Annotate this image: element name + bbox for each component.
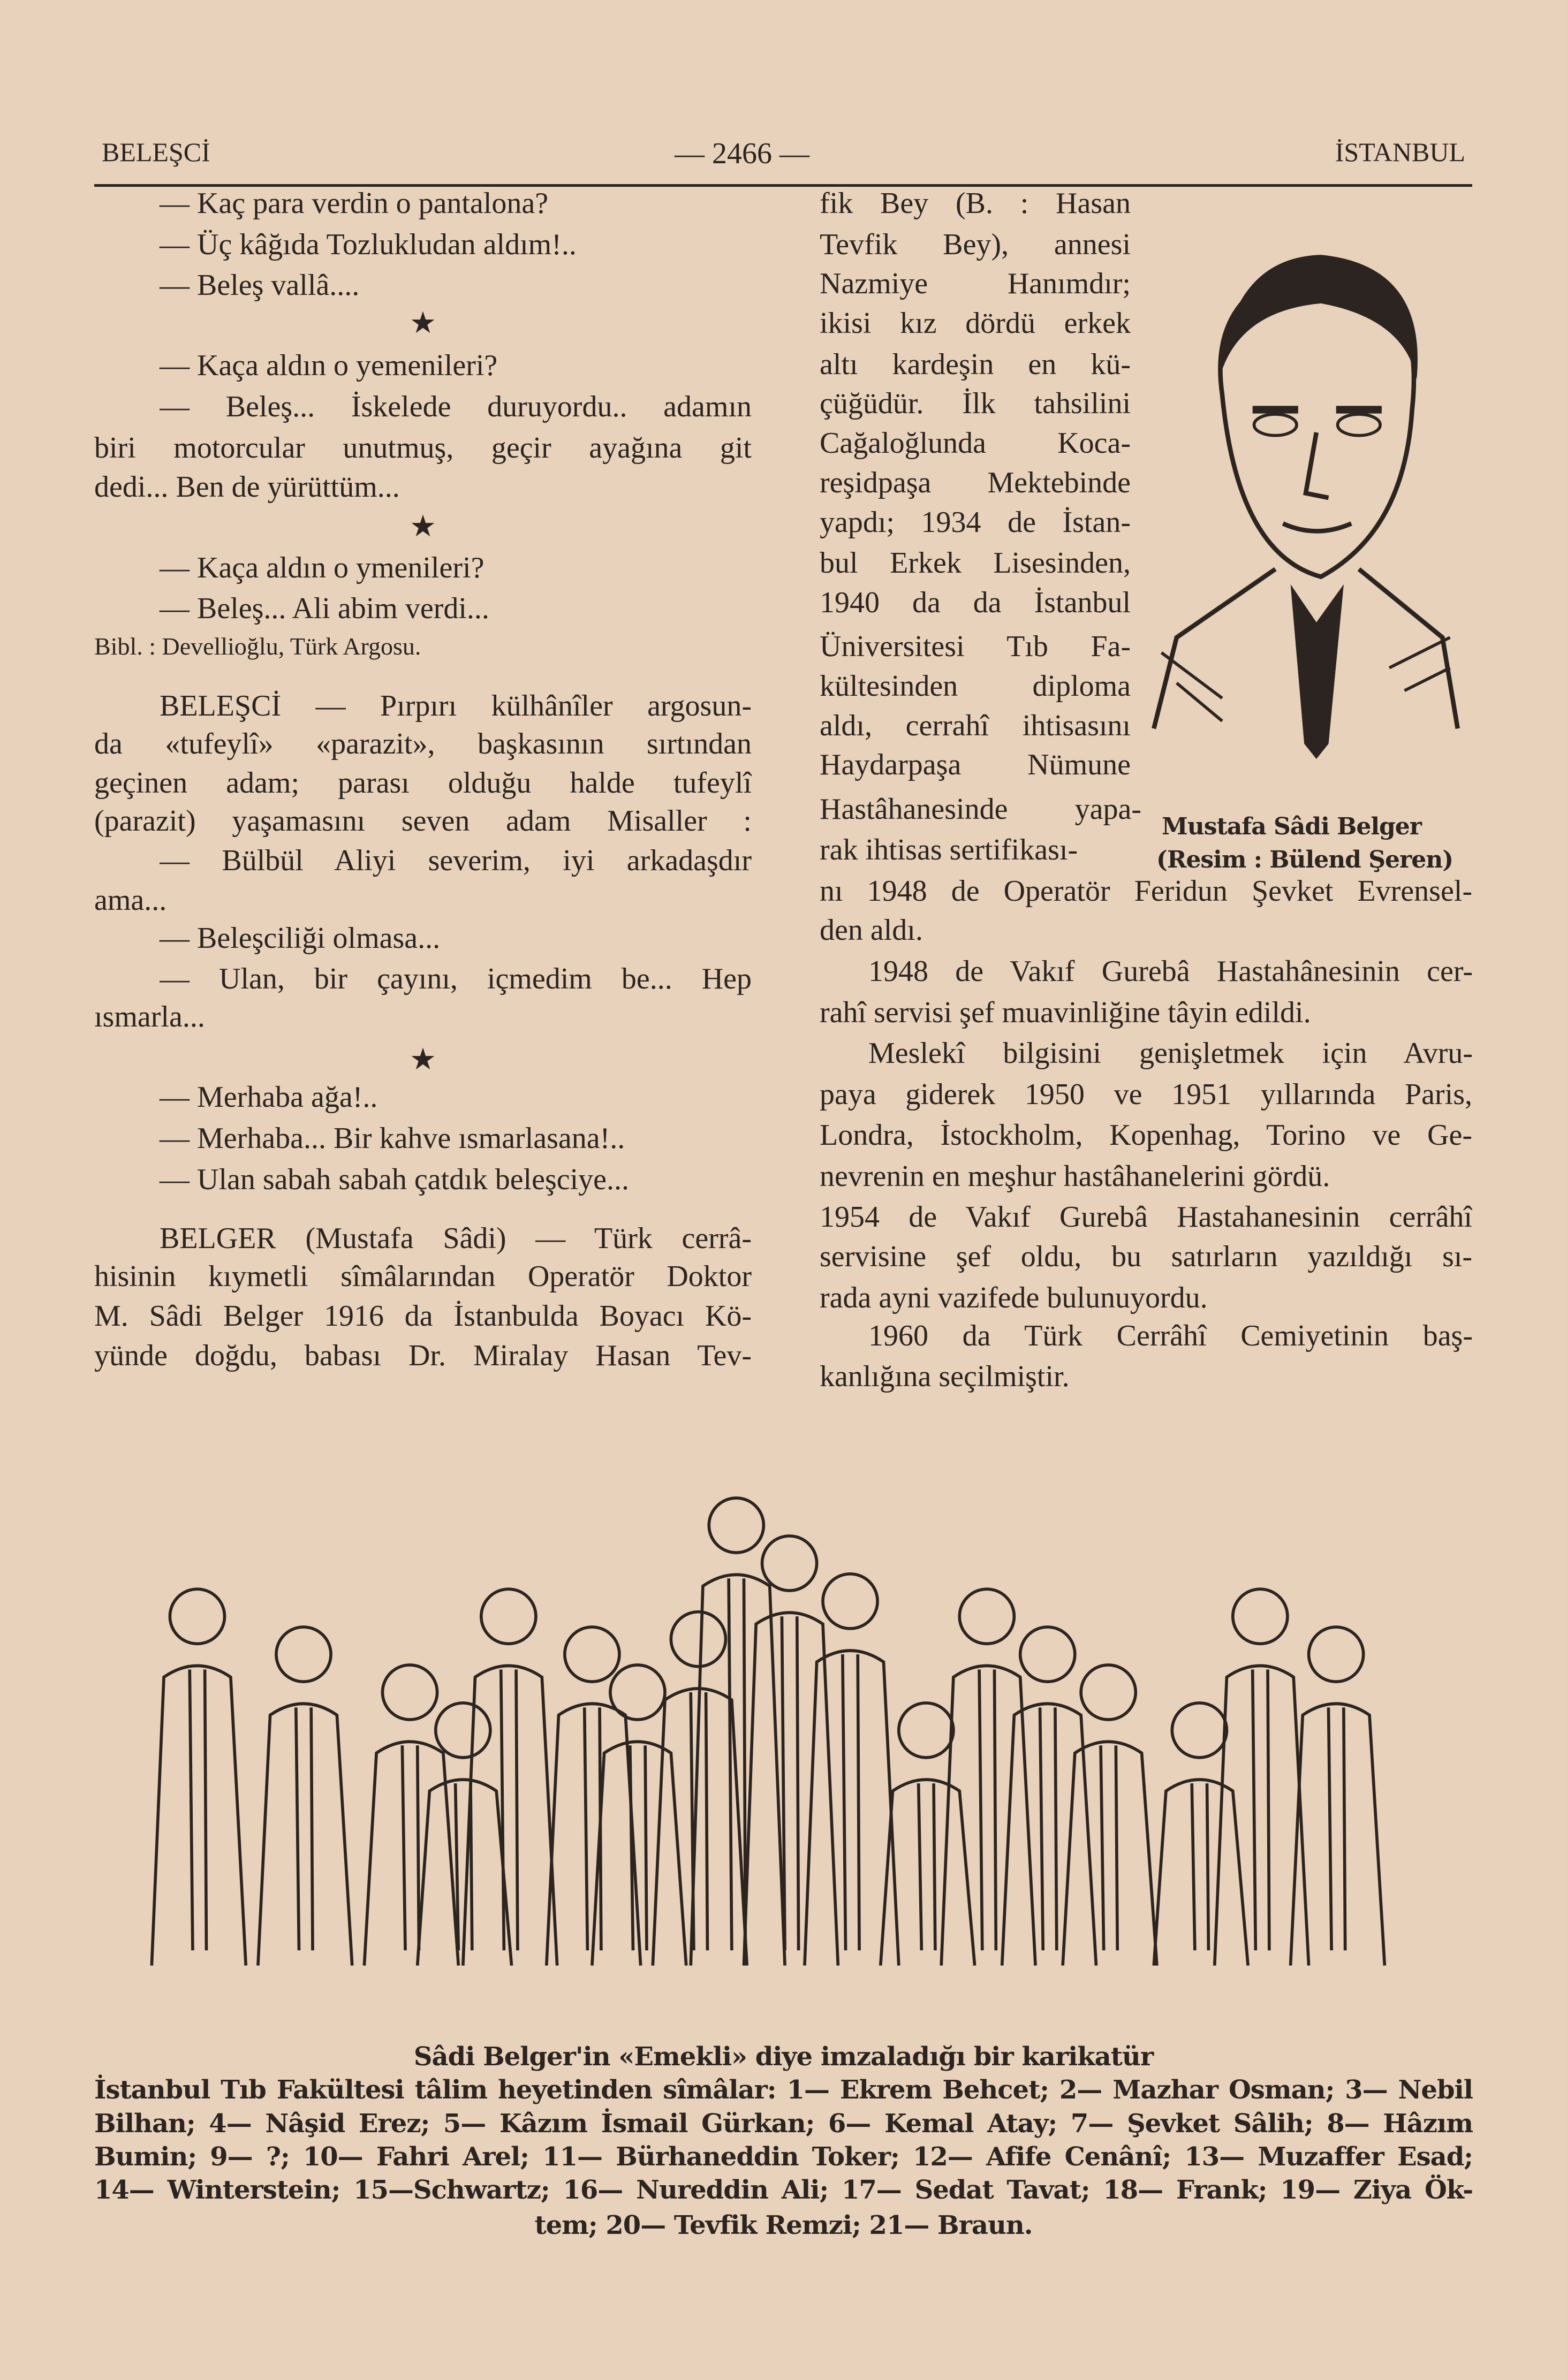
caricature-figure xyxy=(258,1627,352,1965)
caricature-figure xyxy=(463,1589,557,1965)
separator-star: ★ xyxy=(409,510,437,543)
text-line: dedi... Ben de yürüttüm... xyxy=(94,470,400,504)
running-head-right: İSTANBUL xyxy=(1335,137,1465,167)
text-line: kanlığına seçilmiştir. xyxy=(820,1360,1070,1393)
text-line: reşidpaşa Mektebinde xyxy=(820,466,1131,499)
text-line: — Beleş... Ali abim verdi... xyxy=(160,592,489,625)
text-line: Haydarpaşa Nümune xyxy=(820,748,1131,781)
text-line: Meslekî bilgisini genişletmek için Avru- xyxy=(868,1037,1473,1070)
text-line: M. Sâdi Belger 1916 da İstanbulda Boyacı Kö- xyxy=(94,1299,752,1333)
text-line: yünde doğdu, babası Dr. Miralay Hasan Tev- xyxy=(94,1339,752,1372)
text-line: fik Bey (B. : Hasan xyxy=(820,187,1131,220)
text-line: Tevfik Bey), annesi xyxy=(820,228,1131,261)
text-line: — Kaç para verdin o pantalona? xyxy=(160,187,549,220)
running-head-left: BELEŞCİ xyxy=(102,137,210,167)
text-line: — Beleşciliği olmasa... xyxy=(160,922,441,955)
text-line: geçinen adam; parası olduğu halde tufeylî xyxy=(94,766,752,800)
text-line: hisinin kıymetli sîmâlarından Operatör Doktor xyxy=(94,1260,752,1293)
cartoon-caption-line: Bumin; 9— ?; 10— Fahri Arel; 11— Bürhaneddin Toker; 12— Afife Cenânî; 13— Muzaffer Esad; xyxy=(94,2142,1473,2172)
cartoon-illustration xyxy=(137,1449,1435,1973)
text-line: çüğüdür. İlk tahsilini xyxy=(820,387,1131,420)
caricature-figure xyxy=(881,1703,975,1966)
caricature-figure xyxy=(1002,1627,1096,1965)
text-line: BELGER (Mustafa Sâdi) — Türk cerrâ- xyxy=(160,1222,752,1255)
text-line: — Ulan, bir çayını, içmedim be... Hep xyxy=(160,962,752,995)
cartoon-caption-line: Bilhan; 4— Nâşid Erez; 5— Kâzım İsmail Gürkan; 6— Kemal Atay; 7— Şevket Sâlih; 8— Hâzım xyxy=(94,2109,1473,2139)
text-line: nı 1948 de Operatör Feridun Şevket Evrensel- xyxy=(820,875,1472,908)
text-line: Londra, İstockholm, Kopenhag, Torino ve Ge- xyxy=(820,1119,1472,1152)
text-line: — Merhaba... Bir kahve ısmarlasana!.. xyxy=(160,1122,625,1155)
portrait-caption-credit: (Resim : Bülend Şeren) xyxy=(1156,846,1454,873)
text-line: rahî servisi şef muavinliğine tâyin edildi. xyxy=(820,996,1311,1029)
cartoon-caption-title: Sâdi Belger'in «Emekli» diye imzaladığı bir karikatür xyxy=(413,2042,1154,2072)
text-line: rak ihtisas sertifikası- xyxy=(820,833,1078,866)
text-line: — Beleş vallâ.... xyxy=(160,269,360,302)
portrait-illustration xyxy=(1146,227,1465,797)
text-line: ikisi kız dördü erkek xyxy=(820,307,1131,340)
text-line: 1940 da da İstanbul xyxy=(820,586,1131,619)
text-line: 1960 da Türk Cerrâhî Cemiyetinin baş- xyxy=(868,1319,1473,1352)
text-line: den aldı. xyxy=(820,914,923,947)
text-line: ısmarla... xyxy=(94,1000,205,1033)
caricature-figure xyxy=(1063,1665,1157,1966)
text-line: rada ayni vazifede bulunuyordu. xyxy=(820,1281,1208,1314)
text-line: kültesinden diploma xyxy=(820,670,1131,703)
text-line: aldı, cerrahî ihtisasını xyxy=(820,709,1131,742)
page-number: — 2466 — xyxy=(675,137,809,170)
text-line: Bibl. : Devellioğlu, Türk Argosu. xyxy=(94,633,421,660)
text-line: — Kaça aldın o ymenileri? xyxy=(160,551,485,584)
text-line: BELEŞCİ — Pırpırı külhânîler argosun- xyxy=(160,689,752,723)
cartoon-caption-line: İstanbul Tıb Fakültesi tâlim heyetinden sîmâlar: 1— Ekrem Behcet; 2— Mazhar Osman; 3— Nebil xyxy=(94,2075,1473,2105)
text-line: bul Erkek Lisesinden, xyxy=(820,546,1131,580)
text-line: — Beleş... İskelede duruyordu.. adamın xyxy=(160,390,752,423)
cartoon-caption-line: 14— Winterstein; 15—Schwartz; 16— Nureddin Ali; 17— Sedat Tavat; 18— Frank; 19— Ziya Ök- xyxy=(94,2175,1473,2205)
text-line: — Bülbül Aliyi severim, iyi arkadaşdır xyxy=(160,844,752,877)
text-line: ama... xyxy=(94,884,167,917)
text-line: altı kardeşin en kü- xyxy=(820,348,1131,381)
text-line: — Kaça aldın o yemenileri? xyxy=(160,349,498,382)
text-line: — Ulan sabah sabah çatdık beleşciye... xyxy=(160,1163,630,1196)
cartoon-caption-line: tem; 20— Tevfik Remzi; 21— Braun. xyxy=(534,2210,1033,2240)
text-line: — Merhaba ağa!.. xyxy=(160,1081,378,1114)
text-line: da «tufeylî» «parazit», başkasının sırtından xyxy=(94,727,752,761)
text-line: 1954 de Vakıf Gurebâ Hastahanesinin cerrâhî xyxy=(820,1200,1472,1234)
text-line: Cağaloğlunda Koca- xyxy=(820,427,1131,460)
text-line: Üniversitesi Tıb Fa- xyxy=(820,630,1131,663)
portrait-caption-name: Mustafa Sâdi Belger xyxy=(1162,813,1421,840)
caricature-figure xyxy=(1154,1703,1248,1966)
separator-star: ★ xyxy=(409,1043,437,1076)
text-line: servisine şef oldu, bu satırların yazıldığı sı- xyxy=(820,1240,1472,1273)
text-line: — Üç kâğıda Tozlukludan aldım!.. xyxy=(160,228,577,261)
text-line: Hastâhanesinde yapa- xyxy=(820,793,1141,826)
text-line: (parazit) yaşamasını seven adam Misaller : xyxy=(94,804,752,838)
caricature-figure xyxy=(152,1589,246,1965)
separator-star: ★ xyxy=(409,307,437,340)
text-line: paya giderek 1950 ve 1951 yıllarında Paris, xyxy=(820,1078,1472,1111)
text-line: biri motorcular unutmuş, geçir ayağına git xyxy=(94,431,752,465)
text-line: 1948 de Vakıf Gurebâ Hastahânesinin cer- xyxy=(868,955,1473,988)
text-line: yapdı; 1934 de İstan- xyxy=(820,506,1131,539)
text-line: nevrenin en meşhur hastâhanelerini gördü. xyxy=(820,1160,1330,1193)
text-line: Nazmiye Hanımdır; xyxy=(820,267,1131,300)
